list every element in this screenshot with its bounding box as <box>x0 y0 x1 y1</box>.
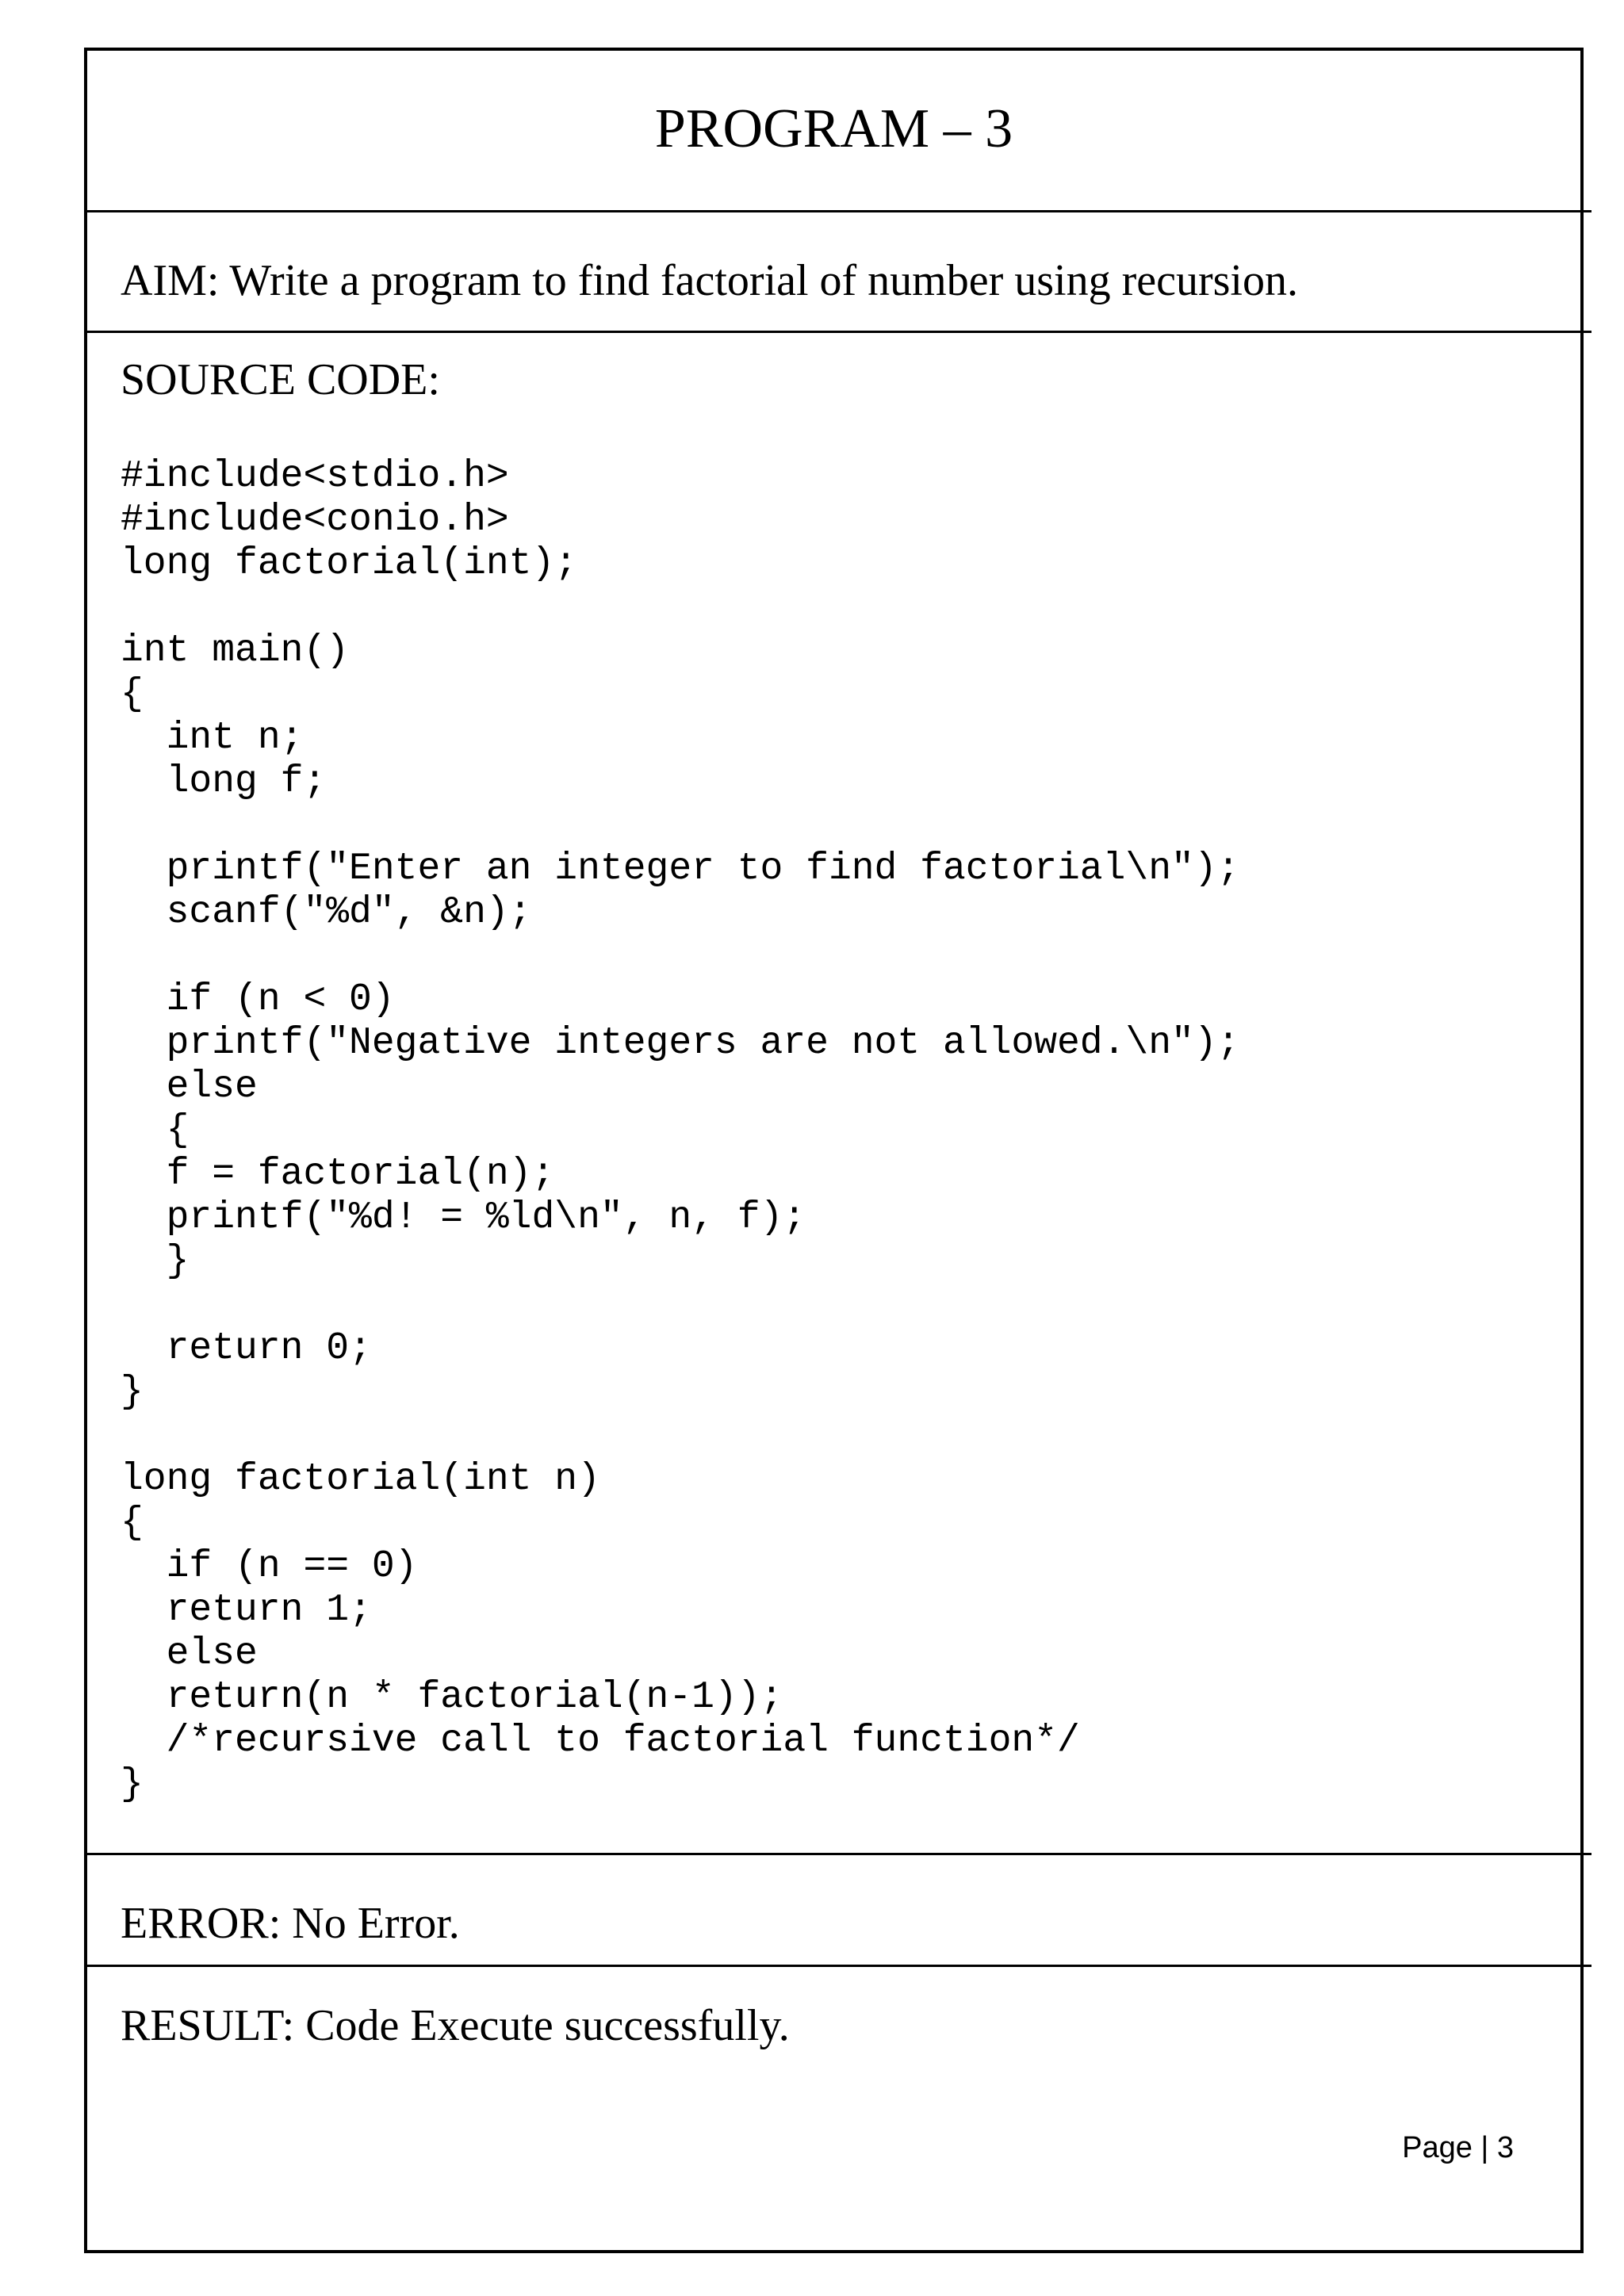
code-line: long factorial(int); <box>121 542 578 585</box>
code-line: long f; <box>121 760 327 803</box>
page-frame <box>84 48 1584 2253</box>
code-line: /*recursive call to factorial function*/ <box>121 1720 1080 1762</box>
result-text: RESULT: Code Execute successfully. <box>121 2001 790 2050</box>
divider-code <box>87 1853 1591 1855</box>
divider-error <box>87 1965 1591 1967</box>
code-line: } <box>121 1240 190 1283</box>
code-line: #include<conio.h> <box>121 499 509 541</box>
code-line: return 1; <box>121 1589 372 1632</box>
error-text: ERROR: No Error. <box>121 1899 460 1948</box>
code-line <box>121 1284 1239 1327</box>
page-title <box>87 98 1580 159</box>
code-line <box>121 804 1239 848</box>
code-line: printf("%d! = %ld\n", n, f); <box>121 1196 806 1239</box>
code-line <box>121 935 1239 978</box>
divider-aim <box>87 331 1591 333</box>
program-title: PROGRAM – 3 <box>654 98 1013 159</box>
code-line: printf("Enter an integer to find factorial\n"); <box>121 848 1240 890</box>
code-line: int main() <box>121 629 350 672</box>
code-line: } <box>121 1371 144 1414</box>
code-line: return(n * factorial(n-1)); <box>121 1676 783 1719</box>
code-line: if (n == 0) <box>121 1545 418 1588</box>
page-number: Page | 3 <box>1402 2131 1514 2164</box>
code-line <box>121 1414 1239 1458</box>
source-code-heading: SOURCE CODE: <box>121 355 440 404</box>
divider-title <box>87 210 1591 212</box>
code-line: return 0; <box>121 1327 372 1370</box>
code-line: int n; <box>121 717 304 760</box>
code-line: f = factorial(n); <box>121 1153 555 1196</box>
aim-text: AIM: Write a program to find factorial of number using recursion. <box>121 256 1298 305</box>
code-line <box>121 586 1239 629</box>
source-code-block <box>121 455 1239 1807</box>
code-line: #include<stdio.h> <box>121 455 509 498</box>
code-line: { <box>121 673 144 716</box>
code-line: { <box>121 1109 190 1152</box>
code-line: if (n < 0) <box>121 978 395 1021</box>
code-line: else <box>121 1632 258 1675</box>
code-line: scanf("%d", &n); <box>121 891 532 934</box>
code-line: else <box>121 1066 258 1108</box>
code-line: { <box>121 1502 144 1544</box>
code-line: long factorial(int n) <box>121 1458 600 1501</box>
code-line: printf("Negative integers are not allowed.\n"); <box>121 1022 1240 1065</box>
code-line: } <box>121 1763 144 1806</box>
